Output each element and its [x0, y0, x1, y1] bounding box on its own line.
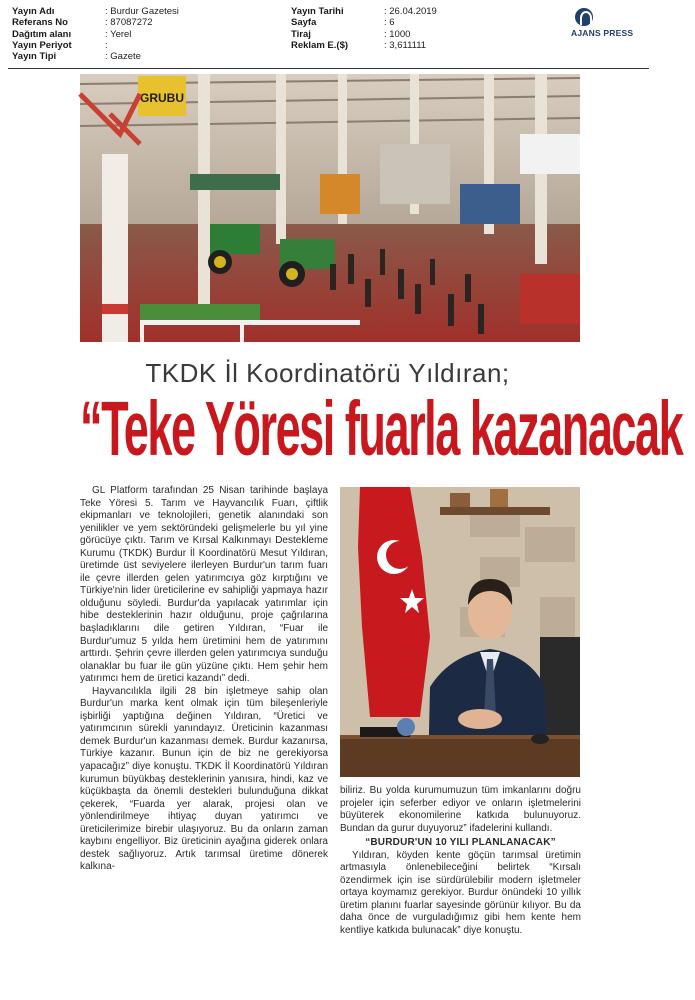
article-column-2 — [340, 785, 581, 995]
fair-hall-photo — [80, 74, 580, 342]
meta-row — [12, 17, 179, 28]
kicker-title: TKDK İl Koordinatörü Yıldıran; — [145, 358, 510, 388]
meta-value: : 6 — [384, 17, 395, 29]
meta-row — [291, 17, 437, 28]
meta-value: : Gazete — [105, 51, 141, 63]
article-paragraph: Yıldıran, köyden kente göçün tarımsal üretimin artmasıyla önlenebileceğini belirtek “Kırsalı özendirmek için ise sürdürülebilir modern işletmeler ortaya koymamız gerekiyor. Burdur önündeki 10 yıllık üretim planını fuarlar sayesinde görünür kılıyor. Bu da daha önce de vurguladığımız gibi hem kente hem kentliye katkıda bulunacak” diye konuştu. — [340, 849, 581, 937]
publication-meta-right — [291, 6, 437, 51]
article-paragraph: biliriz. Bu yolda kurumumuzun tüm imkanlarını doğru projeler için seferber ediyor ve onların işletmelerini büyüterek ekonomilerine katkıda bulunuyoruz. Bundan da gurur duyuyoruz” ifadelerini kullandı. — [340, 785, 581, 834]
meta-value: : Burdur Gazetesi — [105, 6, 179, 17]
meta-row — [12, 40, 179, 51]
meta-label: Reklam E.($) — [291, 39, 349, 51]
headline-text: “Teke Yöresi fuarla kazanacak — [80, 384, 683, 473]
meta-label: Dağıtım alanı — [12, 28, 72, 40]
meta-label: Sayfa — [291, 17, 317, 29]
ajans-press-logo — [571, 8, 651, 40]
meta-value: : 3,611111 — [384, 39, 427, 51]
meta-label: Referans No — [12, 17, 68, 29]
meta-value: : 87087272 — [105, 17, 153, 29]
meta-row — [12, 6, 179, 17]
meta-label: Tiraj — [291, 28, 311, 40]
meta-row — [12, 51, 179, 62]
ajans-press-logo-icon — [575, 8, 593, 26]
header-divider — [8, 68, 649, 69]
meta-row — [291, 6, 437, 17]
stand-banner-text: GRUBU — [140, 91, 184, 105]
meta-value: : 26.04.2019 — [384, 6, 437, 17]
coordinator-portrait-photo — [340, 487, 580, 777]
meta-label: Yayın Adı — [12, 6, 55, 17]
meta-value: : 1000 — [384, 28, 411, 40]
meta-label: Yayın Tipi — [12, 51, 57, 63]
main-headline — [80, 383, 683, 473]
logo-text: AJANS PRESS — [571, 28, 634, 38]
article-paragraph: Hayvancılıkla ilgili 28 bin işletmeye sahip olan Burdur'un marka kent olmak için tüm bileşenleriyle işbirliği yaptığına değinen Yıldıran, “Üretici ve yatırımcının sürekli yanındayız. Üreticinin kazanması demek Burdur'un kazanması demek. Burdur kazanırsa, Türkiye kazanır. Bunun için de biz ne gerekiyorsa yapacağız” diye konuştu. TKDK İl Koordinatörü Yıldıran kurumun büyükbaş desteklerinin yanısıra, hindi, kaz ve küçükbaşta da önemli destekleri bulunduğuna dikkat çekerek, “Fuarda yer alarak, projesi olan ve yönlendirilmeye ihtiyaç duyan yatırımcı ve üreticilerimize birebir ulaşıyoruz. Bu da onların zaman kaybını engelliyor. Biz üreticinin ayağına giderek onlara destek sağlıyoruz. Artık tarımsal üretime dönerek kalkına- — [80, 685, 328, 873]
meta-value: : Yerel — [105, 28, 132, 40]
meta-value: : — [105, 39, 108, 51]
meta-row — [12, 29, 179, 40]
meta-label: Yayın Periyot — [12, 39, 72, 51]
article-paragraph: GL Platform tarafından 25 Nisan tarihinde başlaya Teke Yöresi 5. Tarım ve Hayvancılık Fuarı, çiftlik ekipmanları ve teknolojileri, genetik alanındaki son yenilikler ve yem sektöründeki gelişmelerle bu yıl yine görücüye çıktı. Tarım ve Kırsal Kalkınmayı Destekleme Kurumu (TKDK) Burdur İl Koordinatörü Mesut Yıldıran, üretimde üst seviyelere ilerleyen Burdur'un tarım fuarı ile çevre illerden gelen yatırımcıya göz kırptığını ve Türkiye'nin lider üreticilerine ev sahipliği yapmaya hazır olduğunu söyledi. Burdur'da yapılacak yatırımlar için hibe desteklerinin hazır olduğunu, proje çağrılarına başladıklarını dile getiren Yıldıran, “Fuar ile Burdur'umuz 5 yılda hem üretimini hem de yatırımını arttırdı. Şehrin çevre illerden gelen yatırımcıya sunduğu olanaklar bu fuar ile gün yüzüne çıktı. Hem şehir hem yatırımcı hem de üretici kazandı” dedi. — [80, 485, 328, 685]
article-column-1 — [80, 485, 328, 995]
meta-row — [291, 40, 437, 51]
article-subheading: “BURDUR'UN 10 YILI PLANLANACAK” — [365, 837, 556, 849]
meta-label: Yayın Tarihi — [291, 6, 344, 17]
meta-row — [291, 29, 437, 40]
publication-meta-left — [12, 6, 179, 62]
